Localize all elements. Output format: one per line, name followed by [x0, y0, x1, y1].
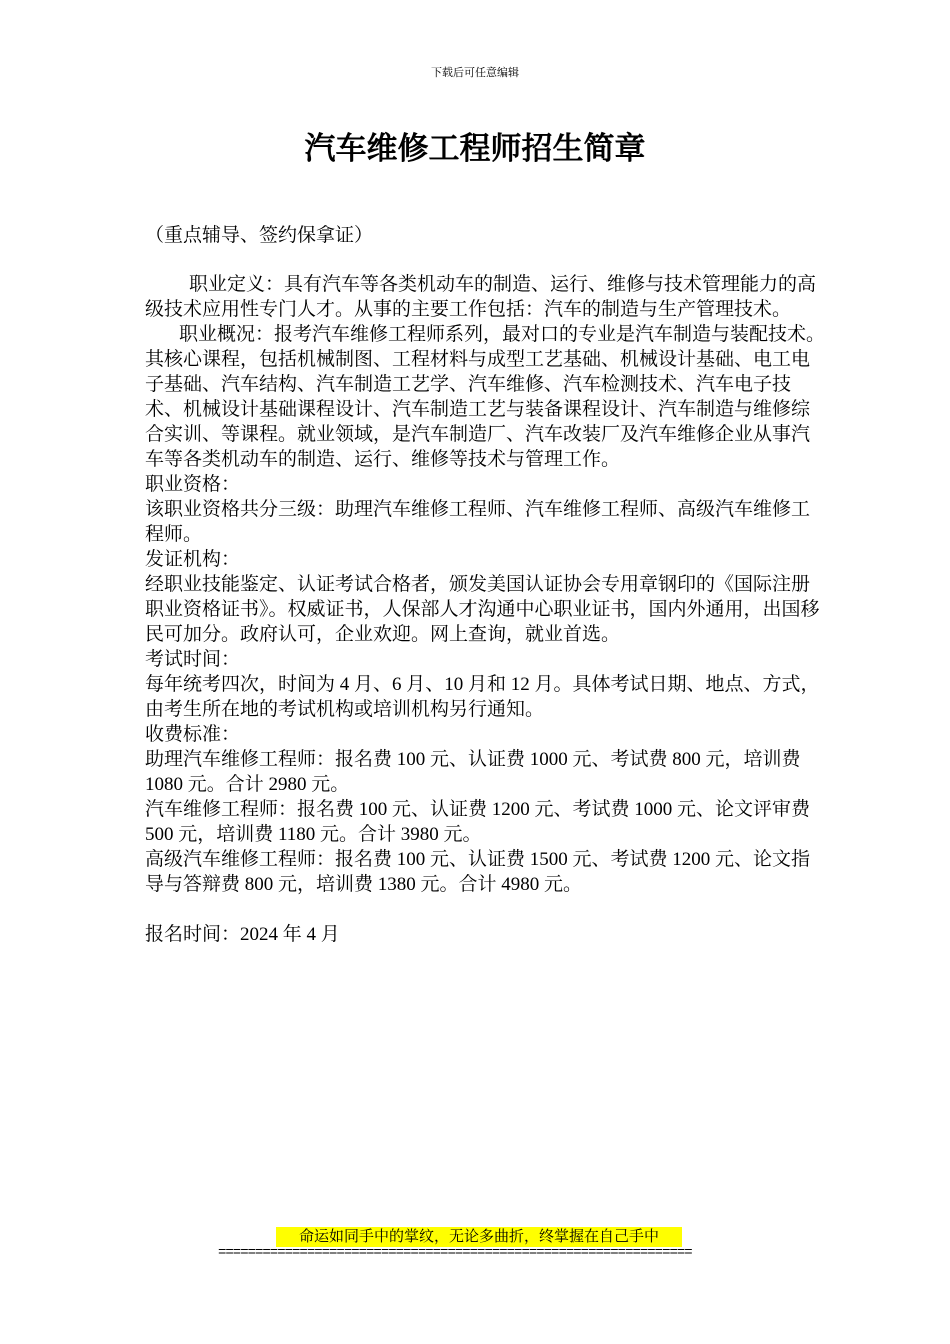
exam-time-text: 每年统考四次，时间为 4 月、6 月、10 月和 12 月。具体考试日期、地点、方式，由考生所在地的考试机构或培训机构另行通知。	[145, 674, 820, 720]
overview-paragraph: 职业概况：报考汽车维修工程师系列，最对口的专业是汽车制造与装配技术。其核心课程，包括机械制图、工程材料与成型工艺基础、机械设计基础、电工电子基础、汽车结构、汽车制造工艺学、汽车维修、汽车检测技术、汽车电子技术、机械设计基础课程设计、汽车制造工艺与装备课程设计、汽车制造与维修综合实训、等课程。就业领域，是汽车制造厂、汽车改装厂及汽车维修企业从事汽车等各类机动车的制造、运行、维修等技术与管理工作。	[145, 324, 826, 470]
exam-time-heading: 考试时间：	[145, 649, 241, 670]
qualification-text: 该职业资格共分三级：助理汽车维修工程师、汽车维修工程师、高级汽车维修工程师。	[145, 499, 811, 545]
issuer-heading: 发证机构：	[145, 549, 241, 570]
issuer-text: 经职业技能鉴定、认证考试合格者，颁发美国认证协会专用章钢印的《国际注册职业资格证书》。权威证书，人保部人才沟通中心职业证书，国内外通用，出国移民可加分。政府认可，企业欢迎。网上查询，就业首选。	[145, 574, 820, 645]
fees-heading: 收费标准：	[145, 724, 241, 745]
registration-time: 报名时间：2024 年 4 月	[145, 924, 340, 945]
footer-quote: 命运如同手中的掌纹，无论多曲折，终掌握在自己手中	[276, 1227, 682, 1247]
fee-senior: 高级汽车维修工程师：报名费 100 元、认证费 1500 元、考试费 1200 元、论文指导与答辩费 800 元，培训费 1380 元。合计 4980 元。	[145, 849, 811, 895]
footer-divider: ================================================================	[218, 1245, 692, 1261]
fee-engineer: 汽车维修工程师：报名费 100 元、认证费 1200 元、考试费 1000 元、论文评审费 500 元，培训费 1180 元。合计 3980 元。	[145, 799, 811, 845]
header-note: 下载后可任意编辑	[431, 67, 519, 79]
definition-paragraph: 职业定义：具有汽车等各类机动车的制造、运行、维修与技术管理能力的高级技术应用性专门人才。从事的主要工作包括：汽车的制造与生产管理技术。	[145, 274, 817, 320]
fee-assistant: 助理汽车维修工程师：报名费 100 元、认证费 1000 元、考试费 800 元，培训费 1080 元。合计 2980 元。	[145, 749, 801, 795]
spacer	[145, 897, 825, 922]
qualification-heading: 职业资格：	[145, 474, 241, 495]
subtitle: （重点辅导、签约保拿证）	[145, 225, 374, 246]
page-title: 汽车维修工程师招生简章	[304, 131, 646, 167]
document-body	[145, 272, 825, 947]
